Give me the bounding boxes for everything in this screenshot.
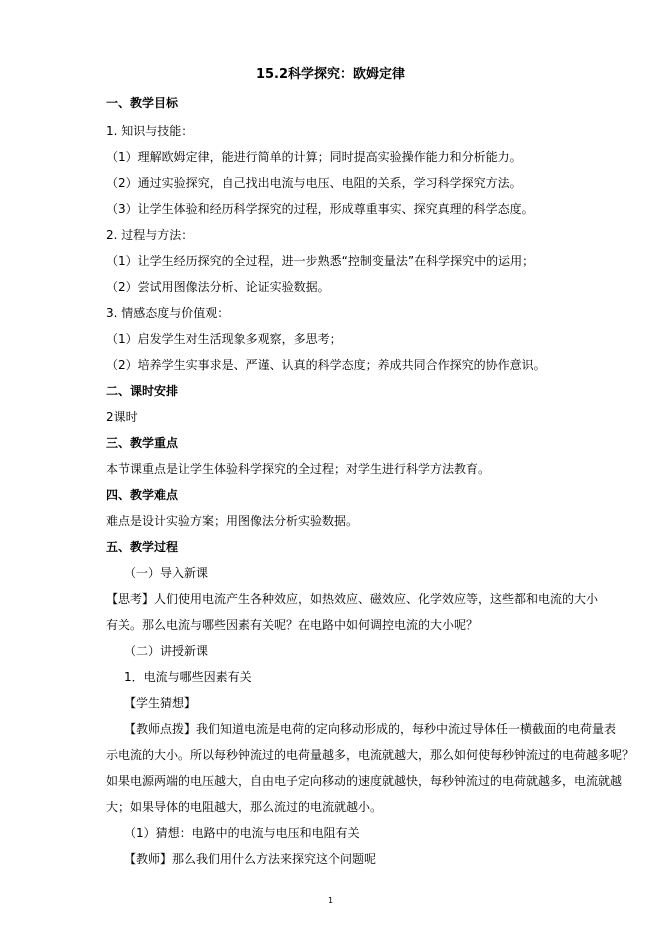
text-line: 如果电源两端的电压越大，自由电子定向移动的速度就越快，每秒钟流过的电荷就越多，电流就越 [106,774,623,788]
section-heading-objectives: 一、教学目标 [106,96,179,110]
section-heading-difficulties: 四、教学难点 [106,488,179,502]
text-line: 【学生猜想】 [124,696,197,710]
text-line: （3）让学生体验和经历科学探究的过程，形成尊重事实、探究真理的科学态度。 [106,202,534,216]
text-line: （2）尝试用图像法分析、论证实验数据。 [106,280,330,294]
text-line: 有关。那么电流与哪些因素有关呢？在电路中如何调控电流的大小呢？ [106,618,479,632]
text-line: 大；如果导体的电阻越大，那么流过的电流就越小。 [106,800,383,814]
text-line: （1）猜想：电路中的电流与电压和电阻有关 [124,826,360,840]
subheading-process-methods: 2. 过程与方法： [106,228,194,242]
text-line: （2）培养学生实事求是、严谨、认真的科学态度；养成共同合作探究的协作意识。 [106,358,546,372]
text-line: （2）通过实验探究，自己找出电流与电压、电阻的关系，学习科学探究方法。 [106,176,522,190]
text-line: （1）让学生经历探究的全过程，进一步熟悉“控制变量法”在科学探究中的运用； [106,254,535,268]
text-line: 2课时 [106,410,138,424]
text-line: （1）启发学生对生活现象多观察，多思考； [106,332,342,346]
page-title: 15.2科学探究：欧姆定律 [255,67,406,82]
text-line: 【教师】那么我们用什么方法来探究这个问题呢 [124,852,377,866]
text-line: 难点是设计实验方案；用图像法分析实验数据。 [106,514,359,528]
section-heading-key-points: 三、教学重点 [106,436,179,450]
subheading-current-factors: 1．电流与哪些因素有关 [124,670,252,684]
subheading-new-lesson: （二）讲授新课 [124,644,209,658]
section-heading-schedule: 二、课时安排 [106,384,179,398]
text-line: 本节课重点是让学生体验科学探究的全过程；对学生进行科学方法教育。 [106,462,491,476]
page-number: 1 [327,896,334,905]
text-line: 【思考】人们使用电流产生各种效应，如热效应、磁效应、化学效应等，这些都和电流的大小 [106,592,599,606]
text-line: 【教师点拨】我们知道电流是电荷的定向移动形成的，每秒中流过导体任一横截面的电荷量表 [124,722,617,736]
subheading-knowledge-skills: 1. 知识与技能： [106,124,194,138]
subheading-attitudes-values: 3. 情感态度与价值观： [106,306,230,320]
section-heading-process: 五、教学过程 [106,540,179,554]
text-line: （1）理解欧姆定律，能进行简单的计算；同时提高实验操作能力和分析能力。 [106,150,522,164]
text-line: 示电流的大小。所以每秒钟流过的电荷量越多，电流就越大，那么如何使每秒钟流过的电荷越多呢？ [106,748,635,762]
subheading-introduction: （一）导入新课 [124,566,209,580]
